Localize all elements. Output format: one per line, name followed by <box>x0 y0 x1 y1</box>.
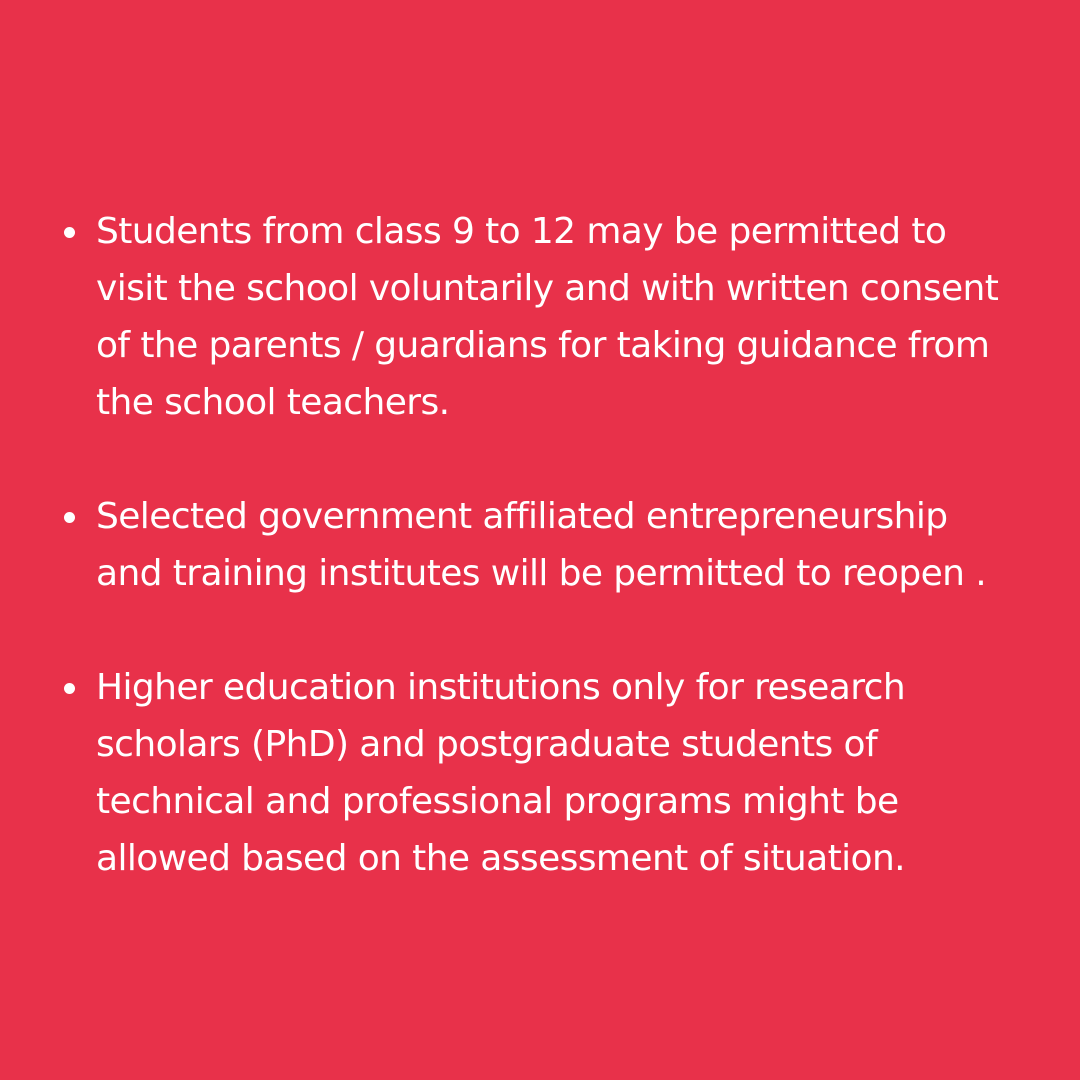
bullet-text-line: scholars (PhD) and postgraduate students of <box>96 724 878 765</box>
bullet-dot-icon <box>64 512 75 523</box>
bullet-text-line: the school teachers. <box>96 382 450 423</box>
bullet-text-line: of the parents / guardians for taking guidance from <box>96 325 990 366</box>
bullet-text-line: Students from class 9 to 12 may be permitted to <box>96 211 947 252</box>
bullet-item-students <box>64 203 1064 431</box>
bullet-item-higher-education <box>64 659 1064 887</box>
bullet-dot-icon <box>64 683 75 694</box>
bullet-text-line: Selected government affiliated entrepreneurship <box>96 496 948 537</box>
bullet-list <box>64 203 1064 887</box>
bullet-text-line: allowed based on the assessment of situation. <box>96 838 906 879</box>
bullet-item-institutes <box>64 488 1064 602</box>
bullet-text-line: Higher education institutions only for research <box>96 667 906 708</box>
bullet-text-line: visit the school voluntarily and with written consent <box>96 268 999 309</box>
bullet-text-line: technical and professional programs might be <box>96 781 899 822</box>
bullet-text-line: and training institutes will be permitted to reopen . <box>96 553 987 594</box>
bullet-dot-icon <box>64 227 75 238</box>
